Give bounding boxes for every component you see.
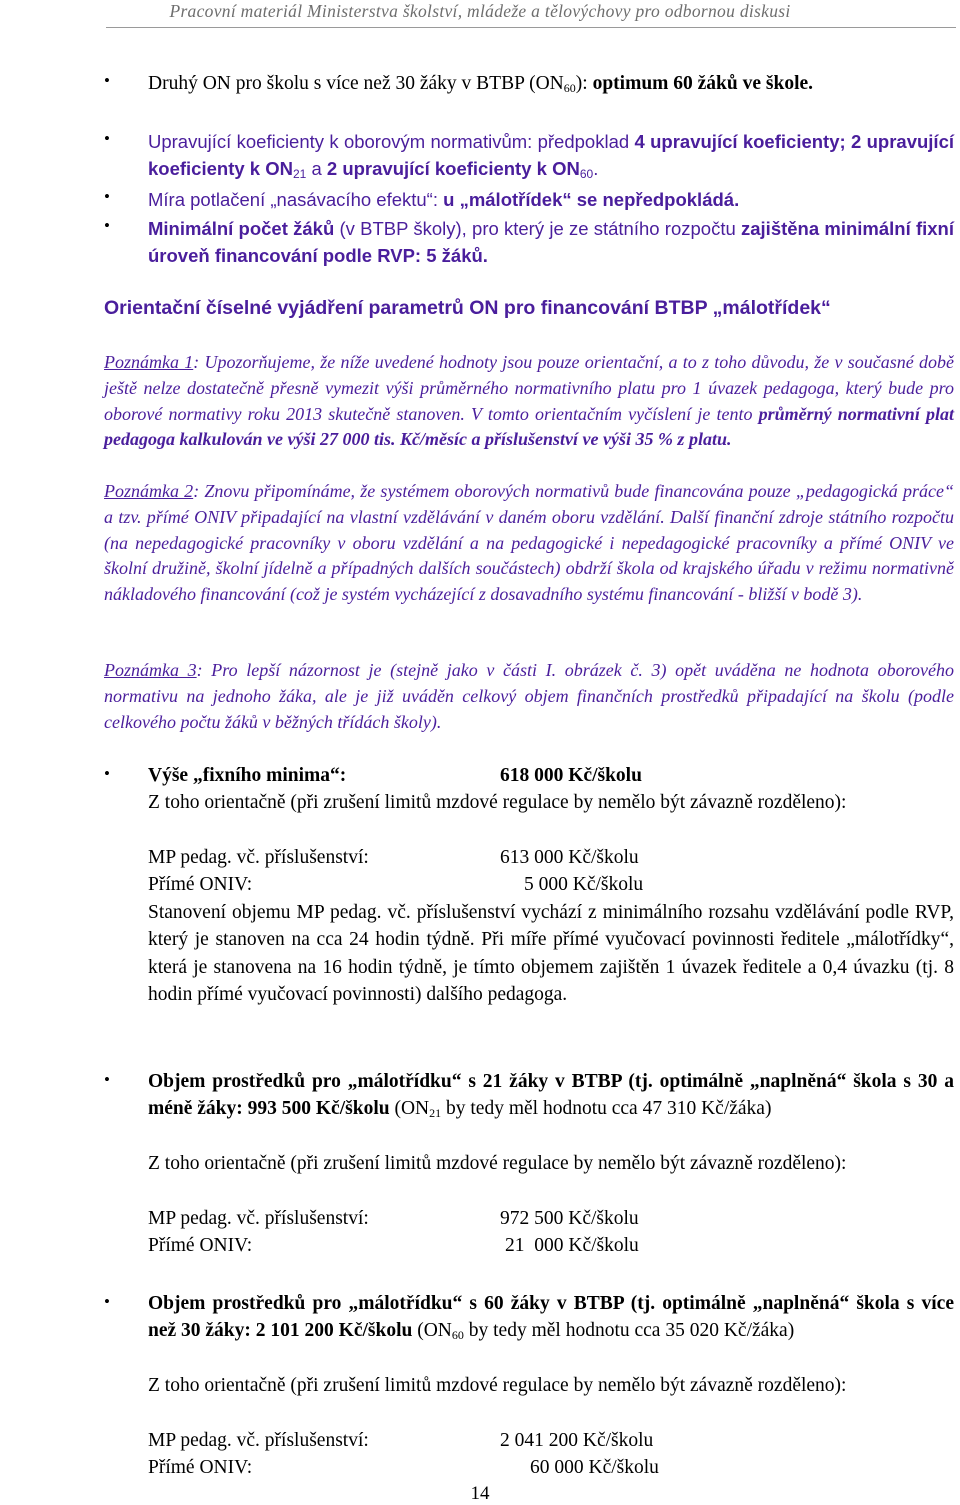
mp-label: MP pedag. vč. příslušenství: [148, 847, 369, 868]
oniv-value: 21 000 Kč/školu [505, 1235, 639, 1256]
note-2: Poznámka 2: Znovu připomínáme, že systémem oborových normativů bude financována pouze „pedagogická práce“ a tzv. přímé ONIV připadající na vlastní vzdělávání v daném oboru vzdělání. Další finanční zdroje státního rozpočtu (na nepedagogické pracovníky v oboru vzdělání a na pedagogické i nepedagogické pracovníky a přímé ONIV ve školní družině, školní jídelně a případných dalších součástech) obdrží škola od krajského úřadu v režimu normativně nákladového financování (což je systém vycházející z dosavadního systému financování - bližší v bodě 3). [104, 481, 954, 605]
bullet-icon: • [104, 1292, 110, 1311]
bullet-mira-potlaceni: Míra potlačení „nasávacího efektu“: u „málotřídek“ se nepředpokládá. [148, 189, 740, 210]
oniv-value: 60 000 Kč/školu [530, 1457, 659, 1478]
bullet-minimalni-pocet: Minimální počet žáků (v BTBP školy), pro který je ze státního rozpočtu zajištěna minimální fixní úroveň financování podle RVP: 5 žáků. [148, 218, 954, 267]
fixed-minimum-note: Z toho orientačně (při zrušení limitů mzdové regulace by nemělo být závazně rozděleno): [148, 792, 847, 813]
oniv-value: 5 000 Kč/školu [524, 874, 644, 895]
page-header: Pracovní materiál Ministerstva školství, mládeže a tělovýchovy pro odbornou diskusi [169, 1, 791, 21]
oniv-label: Přímé ONIV: [148, 1235, 253, 1256]
bullet-icon: • [104, 764, 110, 783]
oniv-label: Přímé ONIV: [148, 1457, 253, 1478]
header-rule [106, 27, 956, 28]
section-21-note: Z toho orientačně (při zrušení limitů mzdové regulace by nemělo být závazně rozděleno): [148, 1153, 847, 1174]
section-heading: Orientační číselné vyjádření parametrů ON pro financování BTBP „málotřídek“ [104, 297, 831, 319]
note-3: Poznámka 3: Pro lepší názornost je (stejně jako v části I. obrázek č. 3) opět uváděna ne hodnota oborového normativu na jednoho žáka, ale je již uváděn celkový objem finančních prostředků připadající na školu (podle celkového počtu žáků v běžných třídách školy). [104, 660, 954, 732]
mp-value: 972 500 Kč/školu [500, 1208, 639, 1229]
fixed-minimum-paragraph: Stanovení objemu MP pedag. vč. příslušenství vychází z minimálního rozsahu vzdělávání podle RVP, který je stanoven na cca 24 hodin týdně. Při míře přímé vyučovací povinnosti ředitele „málotřídky“, která je stanovena na 16 hodin týdně, je tímto objemem zajištěn 1 úvazek ředitele a 0,4 úvazku (tj. 8 hodin přímé vyučovací povinnosti) dalšího pedagoga. [148, 902, 954, 1005]
mp-label: MP pedag. vč. příslušenství: [148, 1208, 369, 1229]
mp-label: MP pedag. vč. příslušenství: [148, 1430, 369, 1451]
bullet-icon: • [104, 187, 110, 206]
fixed-minimum-title: Výše „fixního minima“: [148, 765, 347, 786]
bullet-icon: • [104, 71, 110, 90]
bullet-druhy-on: Druhý ON pro školu s více než 30 žáky v BTBP $(ON_{60})$: optimum 60 žáků ve škole. [148, 73, 814, 95]
fixed-minimum-value: 618 000 Kč/školu [500, 765, 642, 786]
section-21-zaku: Objem prostředků pro „málotřídku“ s 21 žáky v BTBP (tj. optimálně „naplněná“ škola s 30 a méně žáky: 993 500 Kč/školu ($ON_{21}$ by tedy měl hodnotu cca 47 310 Kč/žáka) [148, 1071, 954, 1121]
note-1: Poznámka 1: Upozorňujeme, že níže uvedené hodnoty jsou pouze orientační, a to z toho důvodu, že v současné době ještě nelze dostatečně přesně vymezit výši průměrného normativního platu pro 1 úvazek pedagoga, který bude pro oborové normativy roku 2013 skutečně stanoven. V tomto orientačním vyčíslení je tento průměrný normativní plat pedagoga kalkulován ve výši 27 000 tis. Kč/měsíc a příslušenství ve výši 35 % z platu. [104, 352, 954, 450]
mp-value: 613 000 Kč/školu [500, 847, 639, 868]
bullet-icon: • [104, 1070, 110, 1089]
mp-value: 2 041 200 Kč/školu [500, 1430, 654, 1451]
bullet-icon: • [104, 129, 110, 148]
page-number: 14 [470, 1483, 490, 1504]
bullet-upravujici-koeficienty: Upravující koeficienty k oborovým normativům: předpoklad 4 upravující koeficienty; 2 upravující koeficienty k $ON_{21}$ a 2 upravující koeficienty k $ON_{60}$. [148, 131, 954, 182]
bullet-icon: • [104, 216, 110, 235]
section-60-note: Z toho orientačně (při zrušení limitů mzdové regulace by nemělo být závazně rozděleno): [148, 1375, 847, 1396]
oniv-label: Přímé ONIV: [148, 874, 253, 895]
section-60-zaku: Objem prostředků pro „málotřídku“ s 60 žáky v BTBP (tj. optimálně „naplněná“ škola s více než 30 žáky: 2 101 200 Kč/školu ($ON_{60}$ by tedy měl hodnotu cca 35 020 Kč/žáka) [148, 1293, 954, 1343]
